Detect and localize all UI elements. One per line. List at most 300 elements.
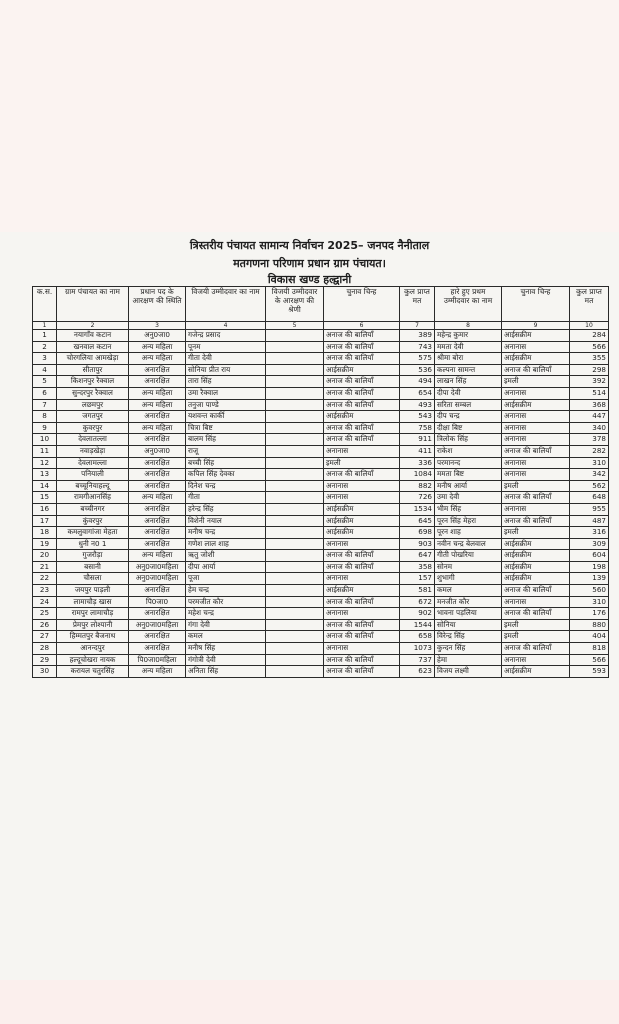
table-cell: उमा रैक्वाल [186,387,266,399]
table-cell: यशवन्त कार्की [186,411,266,423]
table-cell: आईसक्रीम [324,585,400,597]
results-table [32,286,609,678]
table-cell: 487 [570,515,609,527]
table-row [33,376,609,388]
column-number: 1 [33,322,57,330]
table-cell [266,434,324,446]
block-name: विकास खण्ड हल्द्वानी [267,273,352,286]
table-cell: सोनिया [435,619,502,631]
table-cell: 3 [33,353,57,365]
table-cell: कुवरपुर [57,422,129,434]
table-cell: 316 [570,527,609,539]
table-cell: 18 [33,527,57,539]
table-cell: अनाज की बालियाँ [324,341,400,353]
table-cell: 4 [33,364,57,376]
table-cell: विरेन्द्र सिंह [435,631,502,643]
table-cell: 623 [400,666,435,678]
table-cell: धुनी न0 1 [57,538,129,550]
table-cell: किशनपुर रैक्वाल [57,376,129,388]
top-margin [0,0,619,232]
table-row [33,434,609,446]
table-cell [266,411,324,423]
table-cell: सोनम [435,561,502,573]
table-cell: 698 [400,527,435,539]
table-cell: 882 [400,480,435,492]
table-cell: आईसक्रीम [324,364,400,376]
table-cell: गीती पोखरिया [435,550,502,562]
column-number: 2 [57,322,129,330]
table-cell: 9 [33,422,57,434]
table-row [33,573,609,585]
table-row [33,515,609,527]
table-cell: विशेनी नयाल [186,515,266,527]
table-cell: अनानास [324,480,400,492]
table-cell: सीतापुर [57,364,129,376]
table-cell: सोनिया प्रीत राय [186,364,266,376]
table-cell [266,387,324,399]
table-cell: आईसक्रीम [324,527,400,539]
table-cell: आईसक्रीम [502,353,570,365]
table-cell: अनानास [502,341,570,353]
table-cell: पि0जा0महिला [129,654,186,666]
column-header: कुल प्राप्त मत [400,287,435,322]
results-body [33,330,609,678]
table-cell: मनजीत कौर [435,596,502,608]
table-cell: महेश चन्द्र [186,608,266,620]
table-row [33,330,609,342]
table-cell: आईसक्रीम [502,399,570,411]
table-cell: मनीष आर्या [435,480,502,492]
table-cell [266,376,324,388]
table-cell: श्रीमा बोरा [435,353,502,365]
table-cell: 368 [570,399,609,411]
table-row [33,445,609,457]
table-cell: अनानास [324,573,400,585]
table-cell: 494 [400,376,435,388]
table-cell: अनिता सिंह [186,666,266,678]
table-cell: 543 [400,411,435,423]
table-cell: आईसक्रीम [502,330,570,342]
table-cell: जगतपुर [57,411,129,423]
table-cell: 392 [570,376,609,388]
table-cell: गंगा देवी [186,619,266,631]
table-cell: अनु0जा0 [129,330,186,342]
table-row [33,585,609,597]
column-header: चुनाव चिन्ह [324,287,400,322]
table-cell: अनाज की बालियाँ [324,654,400,666]
table-cell: आनन्दपुर [57,643,129,655]
table-cell [266,643,324,655]
table-cell: अनाज की बालियाँ [324,631,400,643]
table-cell [266,469,324,481]
table-cell: अनारक्षित [129,608,186,620]
table-row [33,608,609,620]
table-cell: 566 [570,341,609,353]
table-cell: अनाज की बालियाँ [324,666,400,678]
table-cell: अनाज की बालियाँ [502,608,570,620]
table-cell [266,330,324,342]
table-cell: 1534 [400,503,435,515]
table-cell [266,550,324,562]
table-cell: पूरन शाह [435,527,502,539]
table-cell: इमली [502,527,570,539]
table-cell [266,480,324,492]
table-cell: 493 [400,399,435,411]
column-header: चुनाव चिन्ह [502,287,570,322]
table-cell: अनारक्षित [129,538,186,550]
table-cell [266,399,324,411]
table-cell: कमल [435,585,502,597]
table-cell: 726 [400,492,435,504]
table-cell: आईसक्रीम [324,503,400,515]
table-cell: अनानास [502,457,570,469]
table-cell: अनाज की बालियाँ [502,492,570,504]
table-cell: अनाज की बालियाँ [324,330,400,342]
table-cell: 648 [570,492,609,504]
table-cell: नवीन चन्द्र बेलवाल [435,538,502,550]
table-cell: 30 [33,666,57,678]
table-cell: आईसक्रीम [502,561,570,573]
table-cell: कमल [186,631,266,643]
table-cell: आईसक्रीम [324,515,400,527]
table-cell: 28 [33,643,57,655]
table-cell: बच्चीनगर [57,503,129,515]
table-cell: 12 [33,457,57,469]
table-cell: अनानास [502,503,570,515]
table-cell: रामपुर लामाचौड़ [57,608,129,620]
table-cell: 11 [33,445,57,457]
table-cell: अनारक्षित [129,515,186,527]
column-number: 6 [324,322,400,330]
table-cell: अन्य महिला [129,399,186,411]
table-cell: दीप चन्द्र [435,411,502,423]
table-cell: दीपा आर्या [186,561,266,573]
table-cell: सुन्दरपुर रैक्वाल [57,387,129,399]
table-cell: देवलातल्ला [57,434,129,446]
table-cell: अनानास [502,387,570,399]
table-cell: 25 [33,608,57,620]
table-cell: 19 [33,538,57,550]
table-cell: आईसक्रीम [324,411,400,423]
table-cell: 16 [33,503,57,515]
table-cell: गुजरौड़ा [57,550,129,562]
table-cell: 560 [570,585,609,597]
bottom-margin [0,980,619,1024]
column-number: 4 [186,322,266,330]
table-cell: अनारक्षित [129,364,186,376]
table-cell: भीम सिंह [435,503,502,515]
table-cell: 604 [570,550,609,562]
table-cell: अनाज की बालियाँ [324,387,400,399]
column-header: कुल प्राप्त मत [570,287,609,322]
table-cell: कपिल सिंह देवका [186,469,266,481]
table-cell: अनु0जा0महिला [129,561,186,573]
table-cell: बसानी [57,561,129,573]
table-cell: 818 [570,643,609,655]
column-header: ग्राम पंचायत का नाम [57,287,129,322]
table-cell [266,585,324,597]
table-cell: ममता बिष्ट [435,469,502,481]
table-cell [266,619,324,631]
table-cell: 24 [33,596,57,608]
table-cell: ऋतु जोशी [186,550,266,562]
table-row [33,527,609,539]
table-cell: 355 [570,353,609,365]
table-cell: पि0जा0 [129,596,186,608]
table-cell: 737 [400,654,435,666]
table-cell: अनाज की बालियाँ [324,550,400,562]
table-cell: अनारक्षित [129,376,186,388]
table-cell: 176 [570,608,609,620]
table-cell: 29 [33,654,57,666]
column-header: विजयी उम्मीदवार के आरक्षण की श्रेणी [266,287,324,322]
table-cell: अन्य महिला [129,666,186,678]
table-cell: गणेश लाल शाह [186,538,266,550]
table-cell: अनाज की बालियाँ [324,469,400,481]
table-cell: अन्य महिला [129,341,186,353]
table-cell: पूजा [186,573,266,585]
table-cell: इमली [502,376,570,388]
table-cell [266,666,324,678]
table-cell: 8 [33,411,57,423]
table-cell [266,364,324,376]
column-number-row [33,322,609,330]
table-cell: 1084 [400,469,435,481]
table-cell: शुभागी [435,573,502,585]
column-header: प्रधान पद के आरक्षण की स्थिति [129,287,186,322]
table-cell: परमानन्द [435,457,502,469]
table-cell: उमा देवी [435,492,502,504]
table-cell: अनारक्षित [129,411,186,423]
table-cell: अनानास [502,596,570,608]
table-cell: राकेश [435,445,502,457]
table-cell: 358 [400,561,435,573]
table-cell [266,422,324,434]
table-cell: अन्य महिला [129,550,186,562]
table-cell: 10 [33,434,57,446]
table-cell: 139 [570,573,609,585]
table-cell: 342 [570,469,609,481]
table-cell: अनाज की बालियाँ [324,376,400,388]
table-cell: 198 [570,561,609,573]
table-cell [266,457,324,469]
column-number: 3 [129,322,186,330]
table-cell [266,631,324,643]
column-number: 7 [400,322,435,330]
table-cell: 672 [400,596,435,608]
table-cell: अनानास [502,422,570,434]
table-cell: अनानास [324,608,400,620]
table-cell: बच्ची सिंह [186,457,266,469]
table-cell: लाखन सिंह [435,376,502,388]
table-cell: रामगीआनसिंह [57,492,129,504]
table-cell: अनानास [324,492,400,504]
table-cell: 6 [33,387,57,399]
table-row [33,538,609,550]
table-cell: दिनेश चन्द्र [186,480,266,492]
table-cell: अन्य महिला [129,492,186,504]
table-cell: गजेन्द्र प्रसाद [186,330,266,342]
table-cell [266,492,324,504]
table-cell: इमली [502,619,570,631]
table-cell: अनु0जा0 [129,445,186,457]
table-cell: 15 [33,492,57,504]
table-cell: महेन्द्र कुमार [435,330,502,342]
table-row [33,631,609,643]
table-cell: अनारक्षित [129,480,186,492]
table-cell: 5 [33,376,57,388]
table-cell: अनारक्षित [129,585,186,597]
table-cell: पनियाली [57,469,129,481]
table-cell: 20 [33,550,57,562]
table-cell: दीक्षा बिष्ट [435,422,502,434]
table-cell: 26 [33,619,57,631]
header-row [33,287,609,322]
table-cell: 23 [33,585,57,597]
table-cell: परमजीत कौर [186,596,266,608]
table-cell: अनारक्षित [129,643,186,655]
table-cell: 658 [400,631,435,643]
table-cell: 157 [400,573,435,585]
table-cell: 645 [400,515,435,527]
table-cell: कुंवरपुर [57,515,129,527]
table-cell: बच्चूनियाहल्दू [57,480,129,492]
table-cell: दीपा देवी [435,387,502,399]
table-cell: भावना पड़लिया [435,608,502,620]
table-cell: करायल चतुरसिंह [57,666,129,678]
column-number: 5 [266,322,324,330]
table-cell: ममता देवी [435,341,502,353]
table-cell: आईसक्रीम [502,550,570,562]
table-cell: अनारक्षित [129,434,186,446]
table-cell: अनाज की बालियाँ [502,643,570,655]
table-row [33,480,609,492]
table-cell: इमली [502,480,570,492]
table-cell: 17 [33,515,57,527]
table-cell: त्रिलोक सिंह [435,434,502,446]
table-cell: हेमा [435,654,502,666]
table-cell: 593 [570,666,609,678]
table-cell [266,573,324,585]
table-row [33,364,609,376]
table-cell: पूरन सिंह मेहरा [435,515,502,527]
column-number: 10 [570,322,609,330]
table-cell: 562 [570,480,609,492]
table-row [33,341,609,353]
table-cell [266,596,324,608]
table-cell: विजय लक्ष्मी [435,666,502,678]
table-cell: सरिता सम्बल [435,399,502,411]
table-cell: अनानास [502,434,570,446]
table-cell: अनाज की बालियाँ [502,515,570,527]
table-cell: अनाज की बालियाँ [502,445,570,457]
table-cell: अनारक्षित [129,457,186,469]
table-row [33,503,609,515]
table-row [33,399,609,411]
table-cell: 411 [400,445,435,457]
table-cell: अनानास [324,643,400,655]
table-row [33,643,609,655]
table-row [33,387,609,399]
table-cell: नयागाँव कटान [57,330,129,342]
column-header: हारे हुए प्रथम उम्मीदवार का नाम [435,287,502,322]
table-cell [266,503,324,515]
table-cell: अनाज की बालियाँ [324,353,400,365]
table-cell: 298 [570,364,609,376]
table-cell: 310 [570,457,609,469]
table-cell: अन्य महिला [129,387,186,399]
table-cell: तारा सिंह [186,376,266,388]
table-cell: 1544 [400,619,435,631]
table-cell: जयपुर पाड़ली [57,585,129,597]
table-cell: 581 [400,585,435,597]
table-cell: 647 [400,550,435,562]
table-cell: नवाड़खेड़ा [57,445,129,457]
table-cell: अन्य महिला [129,353,186,365]
table-cell [266,445,324,457]
table-cell: बालम सिंह [186,434,266,446]
table-cell: हेम चन्द्र [186,585,266,597]
table-row [33,550,609,562]
table-cell: 654 [400,387,435,399]
table-row [33,457,609,469]
table-cell: 566 [570,654,609,666]
table-cell [266,561,324,573]
table-cell: अनारक्षित [129,631,186,643]
table-cell: 309 [570,538,609,550]
column-number: 9 [502,322,570,330]
table-cell: 575 [400,353,435,365]
table-cell: कल्पना सामन्त [435,364,502,376]
table-cell: 282 [570,445,609,457]
column-number: 8 [435,322,502,330]
table-row [33,469,609,481]
table-cell: अनाज की बालियाँ [324,399,400,411]
table-cell [266,341,324,353]
table-cell: 27 [33,631,57,643]
table-cell: अनानास [502,411,570,423]
table-cell: चौसला [57,573,129,585]
table-cell: 21 [33,561,57,573]
table-cell: 2 [33,341,57,353]
table-cell: आईसक्रीम [502,538,570,550]
table-cell: अनाज की बालियाँ [324,596,400,608]
table-cell: इमली [324,457,400,469]
table-cell: 336 [400,457,435,469]
table-cell [266,527,324,539]
table-row [33,353,609,365]
table-cell: प्रेमपुर लोश्यानी [57,619,129,631]
table-cell: 902 [400,608,435,620]
table-cell: 911 [400,434,435,446]
column-header: क.स. [33,287,57,322]
table-cell: चोरगलिया आमखेड़ा [57,353,129,365]
table-cell: इमली [502,631,570,643]
table-cell: अनाज की बालियाँ [502,585,570,597]
table-cell: 447 [570,411,609,423]
table-cell: मनीष चन्द्र [186,527,266,539]
table-cell: 7 [33,399,57,411]
table-cell: 743 [400,341,435,353]
table-cell: अनारक्षित [129,527,186,539]
table-cell: 1 [33,330,57,342]
table-cell: गीता [186,492,266,504]
table-cell: हरेन्द्र सिंह [186,503,266,515]
table-cell: अनारक्षित [129,469,186,481]
table-cell: मनीष सिंह [186,643,266,655]
table-cell: गंगोत्री देवी [186,654,266,666]
table-cell: 284 [570,330,609,342]
